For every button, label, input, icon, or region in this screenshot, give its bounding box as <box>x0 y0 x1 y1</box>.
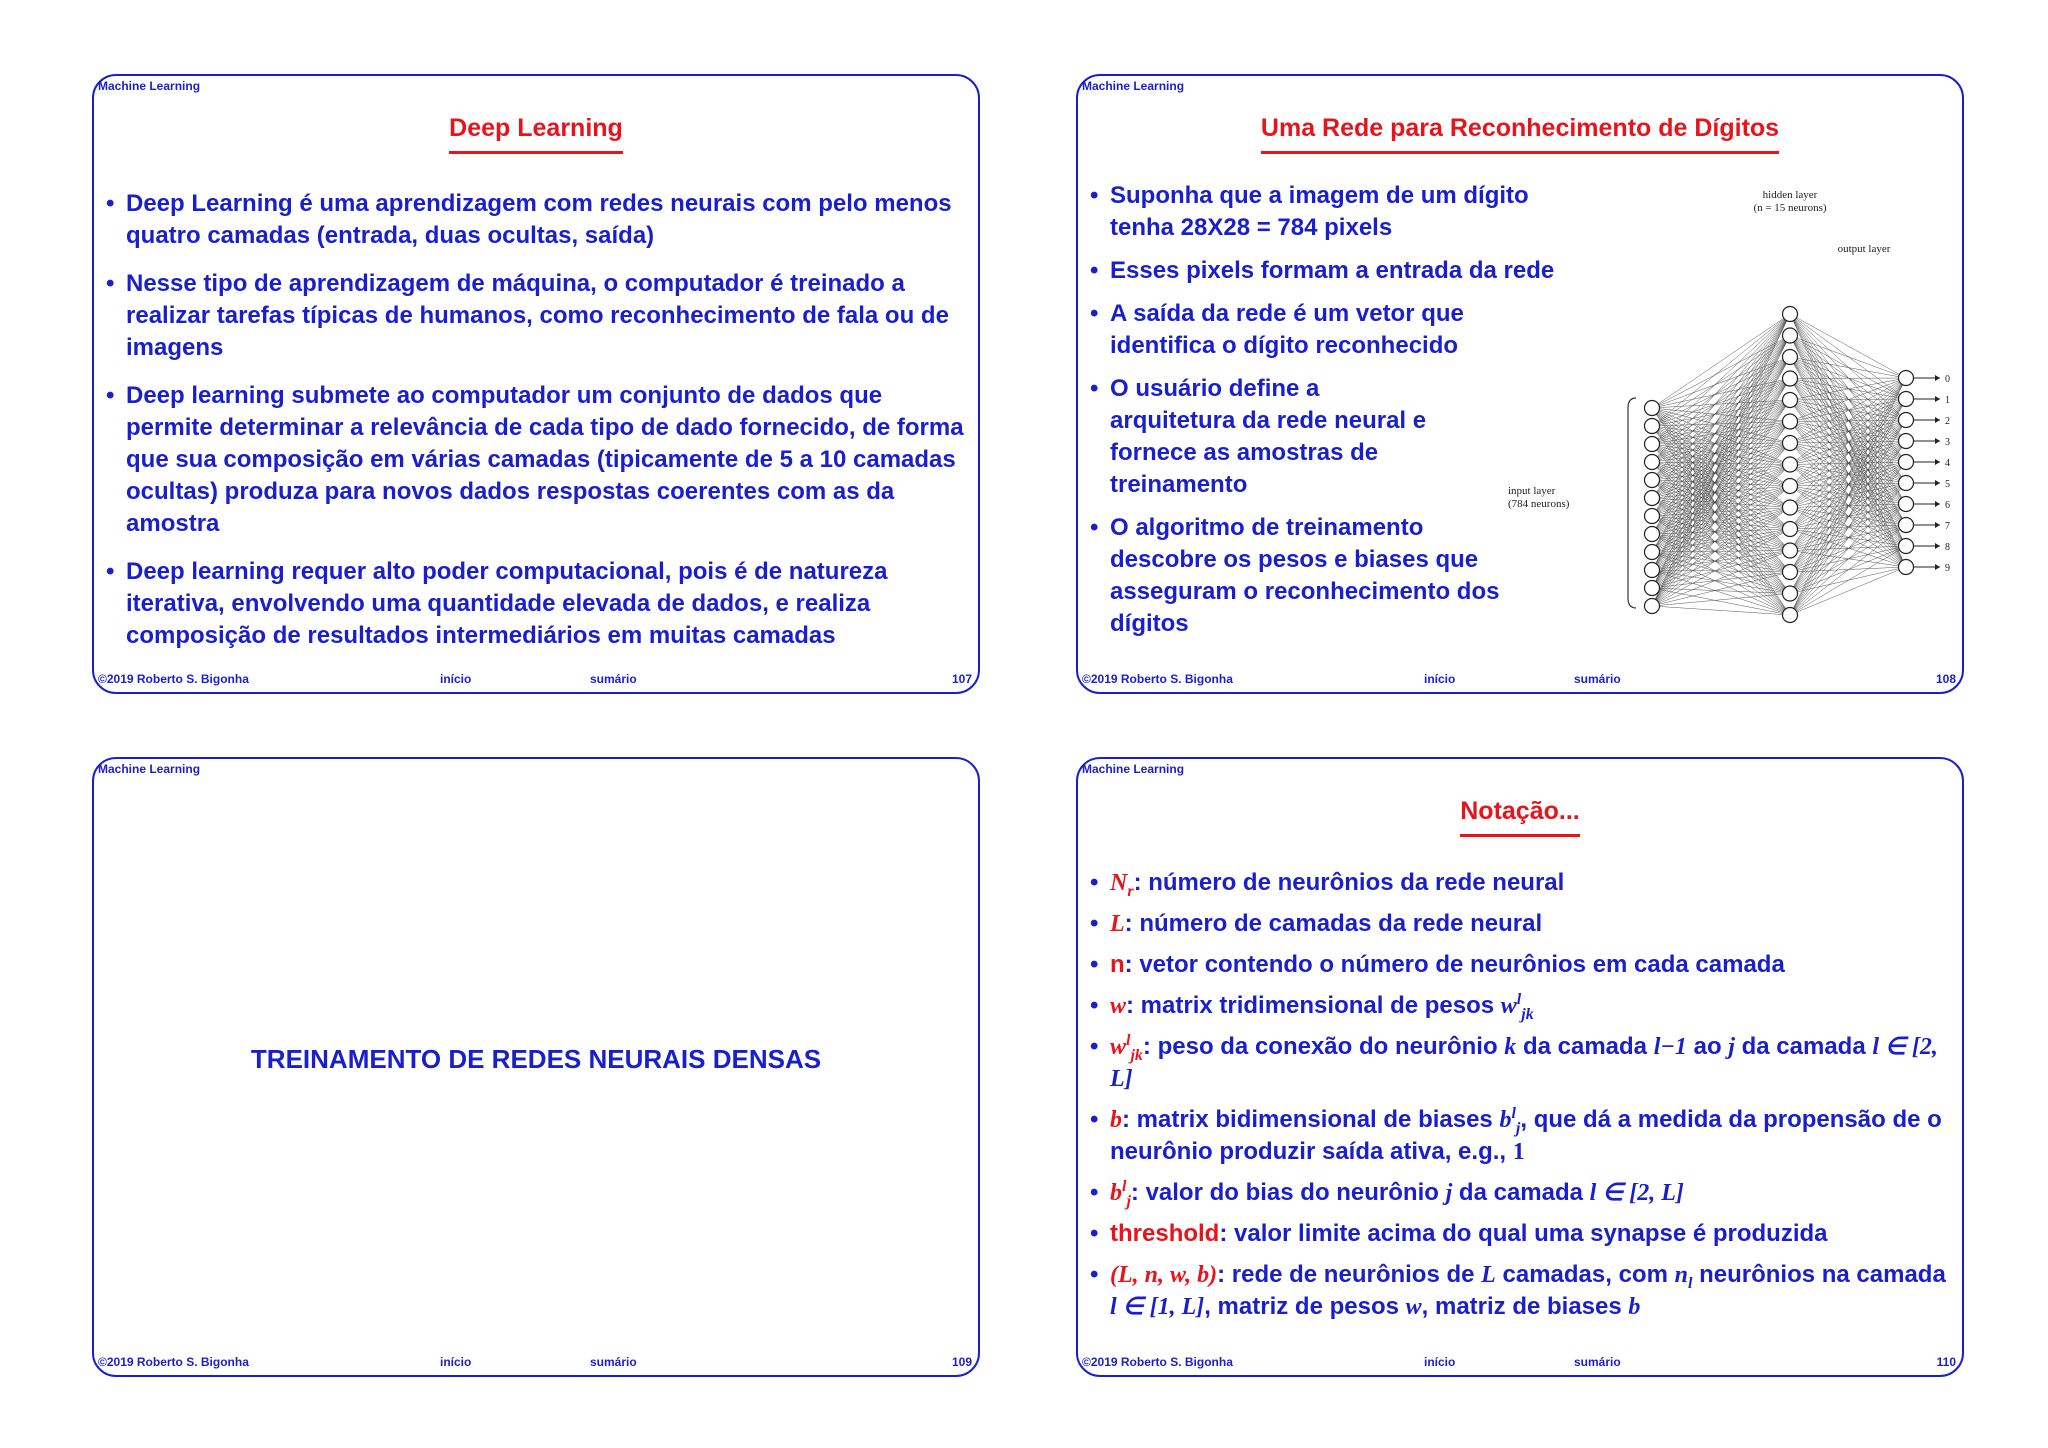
output-arrowhead <box>1935 417 1940 423</box>
bullet-item: • n: vetor contendo o número de neurônios em cada camada <box>1090 951 1785 978</box>
input-neuron <box>1645 509 1660 524</box>
inicio-link[interactable]: início <box>1424 672 1456 686</box>
copyright: ©2019 Roberto S. Bigonha <box>1082 672 1233 686</box>
output-arrowhead <box>1935 543 1940 549</box>
slide-title: Notação... <box>1078 797 1962 837</box>
output-arrowhead <box>1935 459 1940 465</box>
bullet-item: • $N_r$: número de neurônios da rede neural <box>1090 869 1565 900</box>
input-neuron <box>1645 599 1660 614</box>
output-neuron <box>1899 392 1914 407</box>
output-digit: 4 <box>1945 458 1950 469</box>
output-arrowhead <box>1935 564 1940 570</box>
output-digit: 6 <box>1945 500 1950 511</box>
hidden-neuron <box>1783 479 1798 494</box>
bullet-list <box>1090 867 1958 1332</box>
sumario-link[interactable]: sumário <box>590 672 637 686</box>
connection <box>1652 336 1790 499</box>
hidden-neuron <box>1783 586 1798 601</box>
connection <box>1790 422 1906 463</box>
neural-network-diagram <box>1508 188 1956 658</box>
connection <box>1790 378 1906 379</box>
input-neuron <box>1645 491 1660 506</box>
connection <box>1652 594 1790 607</box>
bullet-item: • threshold: valor limite acima do qual uma synapse é produzida <box>1090 1220 1828 1247</box>
output-neuron <box>1899 560 1914 575</box>
hidden-neuron <box>1783 500 1798 515</box>
sumario-link[interactable]: sumário <box>1574 1355 1621 1369</box>
output-neuron <box>1899 434 1914 449</box>
bullet-list <box>106 188 966 668</box>
output-digit: 3 <box>1945 437 1950 448</box>
connection <box>1652 379 1790 427</box>
connection <box>1790 314 1906 399</box>
output-neuron <box>1899 539 1914 554</box>
connection <box>1790 546 1906 615</box>
output-digit: 1 <box>1945 395 1950 406</box>
bullet-item: • Deep learning requer alto poder computacional, pois é de natureza iterativa, envolvendo uma quantidade elevada de dados, e realiza composição de resultados intermediários em muitas camadas <box>106 558 888 649</box>
inicio-link[interactable]: início <box>440 672 472 686</box>
output-digit: 7 <box>1945 521 1950 532</box>
output-neuron <box>1899 518 1914 533</box>
slide-title: Deep Learning <box>94 114 978 154</box>
output-arrowhead <box>1935 501 1940 507</box>
hidden-neuron <box>1783 307 1798 322</box>
copyright: ©2019 Roberto S. Bigonha <box>1082 1355 1233 1369</box>
output-layer-label: output layer <box>1837 243 1891 255</box>
input-neuron <box>1645 473 1660 488</box>
input-neuron <box>1645 527 1660 542</box>
connection <box>1790 336 1906 379</box>
section-title: TREINAMENTO DE REDES NEURAIS DENSAS <box>250 1044 822 1074</box>
bullet-item: • Esses pixels formam a entrada da rede <box>1090 257 1555 284</box>
hidden-neuron <box>1783 350 1798 365</box>
output-digit: 0 <box>1945 374 1950 385</box>
slide-footer <box>1078 1355 1962 1371</box>
page-number: 107 <box>951 672 972 686</box>
slide-header: Machine Learning <box>1082 79 1185 93</box>
bullet-item: • b: matrix bidimensional de biases $b^l_j$, que dá a medida da propensão de o neurônio produzir saída ativa, e.g., 1 <box>1090 1105 1942 1165</box>
bullet-item: • (L, n, w, b): rede de neurônios de L camadas, com $n_l$ neurônios na camada l ∈ [1, L], matriz de pesos w, matriz de biases b <box>1090 1261 1946 1320</box>
input-layer-label: input layer <box>1508 485 1556 497</box>
input-neuron <box>1645 563 1660 578</box>
output-digit: 8 <box>1945 542 1950 553</box>
input-neuron <box>1645 455 1660 470</box>
hidden-layer-label: hidden layer <box>1762 189 1818 201</box>
network-connections <box>1652 314 1906 615</box>
slide-footer <box>94 672 978 688</box>
hidden-neuron <box>1783 522 1798 537</box>
page-number: 109 <box>951 1355 972 1369</box>
output-neuron <box>1899 413 1914 428</box>
slide-header: Machine Learning <box>98 762 201 776</box>
output-arrowhead <box>1935 522 1940 528</box>
connection <box>1652 314 1790 444</box>
input-neuron <box>1645 581 1660 596</box>
hidden-neuron <box>1783 328 1798 343</box>
copyright: ©2019 Roberto S. Bigonha <box>98 672 249 686</box>
hidden-neuron <box>1783 608 1798 623</box>
sumario-link[interactable]: sumário <box>590 1355 637 1369</box>
slide-footer <box>94 1355 978 1371</box>
output-digit-labels <box>1914 374 1950 574</box>
output-arrowhead <box>1935 438 1940 444</box>
bullet-item: • O usuário define a arquitetura da rede neural e fornece as amostras de treinamento <box>1090 375 1427 498</box>
input-neuron <box>1645 401 1660 416</box>
bullet-item: • Nesse tipo de aprendizagem de máquina, o computador é treinado a realizar tarefas típicas de humanos, como reconhecimento de fala ou de imagens <box>106 270 949 361</box>
output-digit: 9 <box>1945 563 1950 574</box>
bullet-item: • Suponha que a imagem de um dígito tenha 28X28 = 784 pixels <box>1090 182 1529 241</box>
slide-109 <box>92 757 980 1377</box>
input-neuron <box>1645 437 1660 452</box>
output-neuron <box>1899 371 1914 386</box>
output-digit: 2 <box>1945 416 1950 427</box>
connection <box>1652 379 1790 409</box>
hidden-neuron <box>1783 393 1798 408</box>
hidden-neuron <box>1783 371 1798 386</box>
page-number: 110 <box>1936 1355 1956 1369</box>
input-layer-sublabel: (784 neurons) <box>1508 498 1570 510</box>
output-neuron <box>1899 476 1914 491</box>
connection <box>1790 378 1906 400</box>
slide-footer <box>1078 672 1962 688</box>
connection <box>1652 606 1790 615</box>
input-neuron <box>1645 545 1660 560</box>
inicio-link[interactable]: início <box>1424 1355 1456 1369</box>
output-arrowhead <box>1935 480 1940 486</box>
bullet-item: • L: número de camadas da rede neural <box>1090 910 1543 937</box>
connection <box>1790 567 1906 615</box>
hidden-neuron <box>1783 436 1798 451</box>
bullet-item: • $w^l_{jk}$: peso da conexão do neurônio k da camada l−1 ao j da camada l ∈ [2, L] <box>1090 1032 1938 1092</box>
output-neuron <box>1899 455 1914 470</box>
hidden-neuron <box>1783 457 1798 472</box>
bullet-item: • O algoritmo de treinamento descobre os pesos e biases que asseguram o reconhecimento dos dígitos <box>1090 514 1500 637</box>
connection <box>1652 336 1790 481</box>
output-arrowhead <box>1935 375 1940 381</box>
bullet-item: • w: matrix tridimensional de pesos $w^l_{jk}$ <box>1090 991 1534 1023</box>
connection <box>1790 400 1906 441</box>
input-neuron <box>1645 419 1660 434</box>
slide-107 <box>92 74 980 694</box>
input-brace <box>1628 398 1636 608</box>
hidden-neuron <box>1783 565 1798 580</box>
hidden-layer-sublabel: (n = 15 neurons) <box>1753 202 1827 214</box>
copyright: ©2019 Roberto S. Bigonha <box>98 1355 249 1369</box>
output-digit: 5 <box>1945 479 1950 490</box>
slide-110 <box>1076 757 1964 1377</box>
bullet-item: • Deep learning submete ao computador um conjunto de dados que permite determinar a relevância de cada tipo de dado fornecido, de forma que sua composição em várias camadas (tipicamente de 5 a 10 camadas ocultas) produza para novos dados respostas coerentes com as da amostra <box>106 382 964 537</box>
slide-title: Uma Rede para Reconhecimento de Dígitos <box>1078 114 1962 154</box>
connection <box>1790 504 1906 615</box>
bullet-item: • $b^l_j$: valor do bias do neurônio j da camada l ∈ [2, L] <box>1090 1178 1684 1210</box>
slide-108 <box>1076 74 1964 694</box>
connection <box>1652 357 1790 534</box>
slide-header: Machine Learning <box>98 79 201 93</box>
output-arrowhead <box>1935 396 1940 402</box>
inicio-link[interactable]: início <box>440 1355 472 1369</box>
connection <box>1652 552 1790 615</box>
hidden-neuron <box>1783 543 1798 558</box>
bullet-item: • Deep Learning é uma aprendizagem com redes neurais com pelo menos quatro camadas (entrada, duas ocultas, saída) <box>106 190 952 249</box>
bullet-item: • A saída da rede é um vetor que identifica o dígito reconhecido <box>1090 300 1464 359</box>
page-number: 108 <box>1935 672 1956 686</box>
connection <box>1652 508 1790 517</box>
sumario-link[interactable]: sumário <box>1574 672 1621 686</box>
hidden-neuron <box>1783 414 1798 429</box>
slide-header: Machine Learning <box>1082 762 1185 776</box>
output-neuron <box>1899 497 1914 512</box>
